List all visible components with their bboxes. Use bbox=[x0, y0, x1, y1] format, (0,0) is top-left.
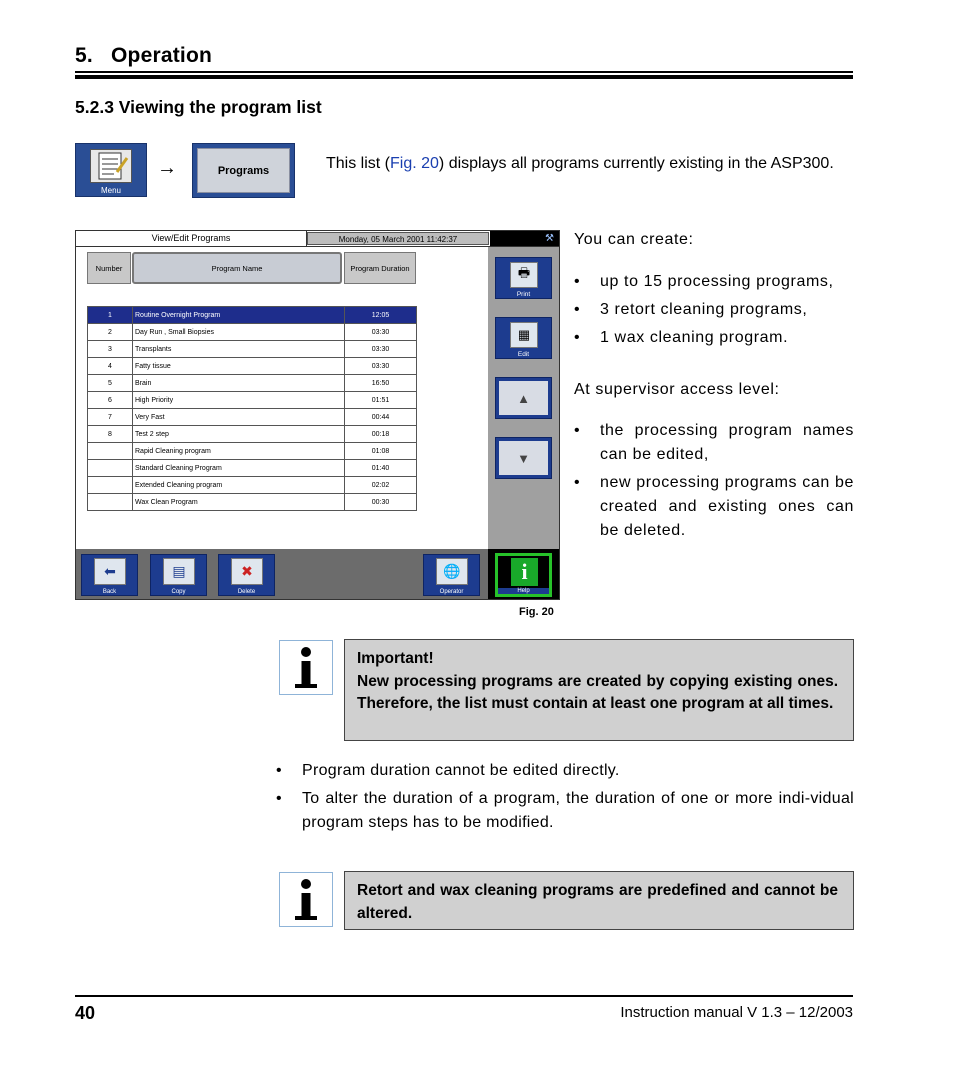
bullet-icon: • bbox=[574, 273, 581, 290]
help-area bbox=[488, 549, 559, 599]
copy-label: Copy bbox=[171, 589, 186, 595]
row-number: 4 bbox=[88, 358, 133, 375]
row-number bbox=[88, 477, 133, 494]
intro-text-after: ) displays all programs currently existing in the ASP300. bbox=[438, 155, 834, 172]
row-number: 6 bbox=[88, 392, 133, 409]
list-item-text: 1 wax cleaning program. bbox=[600, 329, 789, 346]
back-button[interactable] bbox=[81, 554, 138, 596]
list-item-text: up to 15 processing programs, bbox=[600, 273, 834, 290]
list-item-text: To alter the duration of a program, the duration of one or more indi-vidual program steps has to be modified. bbox=[302, 790, 854, 831]
info-icon: i bbox=[511, 558, 538, 586]
edit-button[interactable] bbox=[495, 317, 552, 359]
row-duration: 03:30 bbox=[345, 341, 417, 358]
row-program-name: Test 2 step bbox=[133, 426, 345, 443]
programs-label: Programs bbox=[197, 148, 290, 193]
table-row[interactable] bbox=[88, 443, 417, 460]
bullet-icon: • bbox=[276, 790, 283, 807]
bullet-icon: • bbox=[276, 762, 283, 779]
back-arrow-icon: ⬅ bbox=[94, 558, 126, 585]
row-number: 8 bbox=[88, 426, 133, 443]
down-triangle-icon: ▼ bbox=[499, 441, 548, 475]
table-row[interactable] bbox=[88, 392, 417, 409]
screen-datetime: Monday, 05 March 2001 11:42:37 bbox=[307, 232, 489, 245]
row-number: 3 bbox=[88, 341, 133, 358]
row-duration: 03:30 bbox=[345, 358, 417, 375]
predefined-note bbox=[344, 871, 854, 930]
operator-button[interactable] bbox=[423, 554, 480, 596]
right-arrow-icon: → bbox=[157, 157, 177, 179]
scroll-down-button[interactable] bbox=[495, 437, 552, 479]
table-row[interactable] bbox=[88, 307, 417, 324]
list-item-text: Program duration cannot be edited directly. bbox=[302, 762, 620, 779]
row-duration: 02:02 bbox=[345, 477, 417, 494]
menu-label: Menu bbox=[100, 186, 121, 195]
column-header-number[interactable]: Number bbox=[87, 252, 131, 284]
row-number: 5 bbox=[88, 375, 133, 392]
row-duration: 01:51 bbox=[345, 392, 417, 409]
table-row[interactable] bbox=[88, 409, 417, 426]
edit-label: Edit bbox=[517, 351, 530, 358]
figure-reference-link[interactable]: Fig. 20 bbox=[390, 155, 439, 172]
table-row[interactable] bbox=[88, 341, 417, 358]
column-header-name[interactable]: Program Name bbox=[132, 252, 342, 284]
create-heading: You can create: bbox=[574, 231, 694, 248]
delete-table-icon: ✖ bbox=[231, 558, 263, 585]
screen-title: View/Edit Programs bbox=[76, 231, 307, 246]
row-duration: 00:44 bbox=[345, 409, 417, 426]
row-program-name: Wax Clean Program bbox=[133, 494, 345, 511]
important-note bbox=[344, 639, 854, 741]
copy-button[interactable] bbox=[150, 554, 207, 596]
bottom-button-bar bbox=[76, 549, 488, 599]
row-program-name: Extended Cleaning program bbox=[133, 477, 345, 494]
table-row[interactable] bbox=[88, 477, 417, 494]
table-row[interactable] bbox=[88, 375, 417, 392]
edit-table-icon: ▦ bbox=[510, 322, 538, 348]
row-duration: 01:40 bbox=[345, 460, 417, 477]
programs-button[interactable] bbox=[192, 143, 295, 198]
screen-status-area bbox=[490, 231, 559, 246]
intro-text-before: This list ( bbox=[326, 155, 390, 172]
row-program-name: Day Run , Small Biopsies bbox=[133, 324, 345, 341]
row-duration: 16:50 bbox=[345, 375, 417, 392]
menu-notepad-icon bbox=[90, 149, 132, 183]
list-item-text: 3 retort cleaning programs, bbox=[600, 301, 808, 318]
predefined-note-body: Retort and wax cleaning programs are predefined and cannot be altered. bbox=[357, 882, 838, 922]
table-row[interactable] bbox=[88, 460, 417, 477]
program-list-screenshot bbox=[75, 230, 560, 600]
row-number bbox=[88, 460, 133, 477]
up-triangle-icon: ▲ bbox=[499, 381, 548, 415]
page-number: 40 bbox=[75, 1003, 96, 1023]
list-item-text: the processing program names can be edited, bbox=[600, 422, 854, 463]
info-icon bbox=[279, 872, 333, 927]
row-program-name: Standard Cleaning Program bbox=[133, 460, 345, 477]
row-program-name: Very Fast bbox=[133, 409, 345, 426]
row-number: 7 bbox=[88, 409, 133, 426]
copy-table-icon: ▤ bbox=[163, 558, 195, 585]
wrench-icon: ⚒ bbox=[545, 233, 554, 244]
table-row[interactable] bbox=[88, 426, 417, 443]
important-note-body: New processing programs are created by copying existing ones. Therefore, the list must contain at least one program at all times. bbox=[357, 672, 838, 712]
print-label: Print bbox=[516, 291, 531, 298]
figure-caption: Fig. 20 bbox=[519, 606, 554, 618]
bullet-icon: • bbox=[574, 301, 581, 318]
row-program-name: Fatty tissue bbox=[133, 358, 345, 375]
row-program-name: Routine Overnight Program bbox=[133, 307, 345, 324]
bullet-icon: • bbox=[574, 329, 581, 346]
row-program-name: Rapid Cleaning program bbox=[133, 443, 345, 460]
bullet-icon: • bbox=[574, 422, 581, 439]
intro-paragraph bbox=[326, 152, 846, 175]
header-rule-thin bbox=[75, 71, 853, 73]
delete-label: Delete bbox=[237, 589, 256, 595]
print-button[interactable] bbox=[495, 257, 552, 299]
row-program-name: Transplants bbox=[133, 341, 345, 358]
row-duration: 01:08 bbox=[345, 443, 417, 460]
row-number: 2 bbox=[88, 324, 133, 341]
row-duration: 00:18 bbox=[345, 426, 417, 443]
row-number: 1 bbox=[88, 307, 133, 324]
program-table bbox=[87, 306, 417, 511]
table-row[interactable] bbox=[88, 324, 417, 341]
bullet-icon: • bbox=[574, 474, 581, 491]
supervisor-heading: At supervisor access level: bbox=[574, 381, 780, 398]
important-note-title: Important! bbox=[357, 650, 434, 667]
help-button[interactable] bbox=[495, 553, 552, 597]
menu-button[interactable] bbox=[75, 143, 147, 197]
section-heading: 5. Operation bbox=[75, 44, 212, 67]
row-duration: 12:05 bbox=[345, 307, 417, 324]
print-icon: 🖶 bbox=[510, 262, 538, 288]
operator-label: Operator bbox=[439, 589, 464, 595]
row-number bbox=[88, 494, 133, 511]
side-button-bar bbox=[488, 247, 559, 549]
row-duration: 00:30 bbox=[345, 494, 417, 511]
row-number bbox=[88, 443, 133, 460]
row-duration: 03:30 bbox=[345, 324, 417, 341]
row-program-name: Brain bbox=[133, 375, 345, 392]
footer-rule bbox=[75, 995, 853, 997]
column-header-duration[interactable]: Program Duration bbox=[344, 252, 416, 284]
table-row[interactable] bbox=[88, 358, 417, 375]
row-program-name: High Priority bbox=[133, 392, 345, 409]
table-row[interactable] bbox=[88, 494, 417, 511]
operator-globe-icon: 🌐 bbox=[436, 558, 468, 585]
delete-button[interactable] bbox=[218, 554, 275, 596]
program-table-panel bbox=[76, 247, 488, 549]
subsection-heading: 5.2.3 Viewing the program list bbox=[75, 97, 322, 117]
list-item-text: new processing programs can be created and existing ones can be deleted. bbox=[600, 474, 854, 539]
manual-version: Instruction manual V 1.3 – 12/2003 bbox=[620, 1004, 853, 1021]
scroll-up-button[interactable] bbox=[495, 377, 552, 419]
help-label: Help bbox=[498, 588, 549, 594]
screen-title-bar bbox=[76, 231, 559, 247]
info-icon bbox=[279, 640, 333, 695]
back-label: Back bbox=[102, 589, 117, 595]
header-rule-thick bbox=[75, 75, 853, 79]
